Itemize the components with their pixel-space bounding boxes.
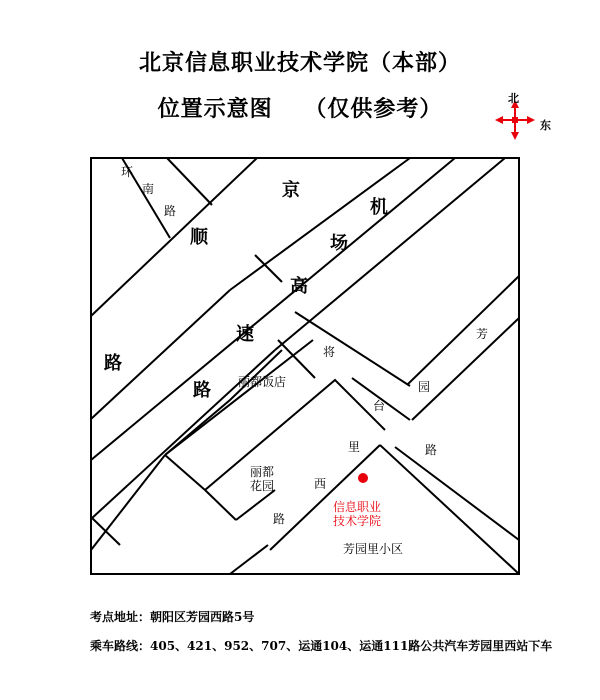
road-label-lu: 路: [193, 380, 211, 401]
road-label-li: 里: [348, 440, 361, 454]
road-line: [91, 517, 120, 545]
road-line: [91, 455, 165, 550]
road-line: [408, 276, 519, 384]
block-edge: [205, 490, 236, 520]
road-label-ji: 机: [370, 197, 388, 218]
block-lidu-garden: [205, 380, 385, 490]
road-label-yuan: 园: [418, 380, 431, 394]
block-edge: [236, 490, 275, 520]
road-line: [270, 445, 380, 550]
place-label-school: 技术学院: [333, 514, 382, 528]
bus-routes-line: 乘车路线：405、421、952、707、运通104、运通111路公共汽车芳园里西站下车: [90, 639, 553, 653]
school-location-marker: [358, 473, 368, 483]
map-subtitle: 位置示意图 （仅供参考）: [157, 96, 443, 122]
map-frame: [91, 158, 519, 574]
road-label-jing: 京: [282, 180, 300, 201]
road-label-fang: 芳: [476, 327, 489, 341]
map-title: 北京信息职业技术学院（本部）: [138, 50, 461, 76]
road-label-xi: 西: [314, 477, 327, 491]
place-label-lidu-garden: 丽都: [250, 465, 275, 479]
road-label-shun: 顺: [190, 227, 208, 248]
place-label-school: 信息职业: [333, 500, 382, 514]
compass-north-label: 北: [508, 92, 519, 105]
road-label-nan: 南: [142, 182, 155, 196]
road-label-gao: 高: [290, 276, 308, 297]
road-label-lu: 路: [425, 443, 438, 457]
place-label-lidu-hotel: 丽都饭店: [238, 375, 287, 389]
road-label-chang: 场: [330, 233, 348, 254]
road-line: [412, 318, 519, 420]
road-label-jiang: 将: [323, 345, 336, 359]
place-label-fangyuanli: 芳园里小区: [343, 542, 404, 556]
road-line: [167, 158, 212, 205]
block-edge: [165, 455, 205, 490]
address-line: 考点地址：朝阳区芳园西路5号: [90, 610, 255, 624]
road-label-tai: 台: [373, 399, 386, 413]
road-line: [91, 158, 455, 460]
compass-east-label: 东: [540, 119, 551, 132]
place-label-lidu-garden: 花园: [250, 479, 275, 493]
road-label-lu: 路: [164, 204, 177, 218]
road-line: [395, 447, 519, 540]
road-label-lu: 路: [273, 512, 286, 526]
road-label-su: 速: [236, 324, 254, 345]
road-label-lu: 路: [104, 353, 122, 374]
road-line: [165, 340, 313, 455]
road-label-huan: 环: [121, 165, 134, 179]
road-line: [91, 158, 257, 316]
block-edge: [230, 545, 268, 574]
